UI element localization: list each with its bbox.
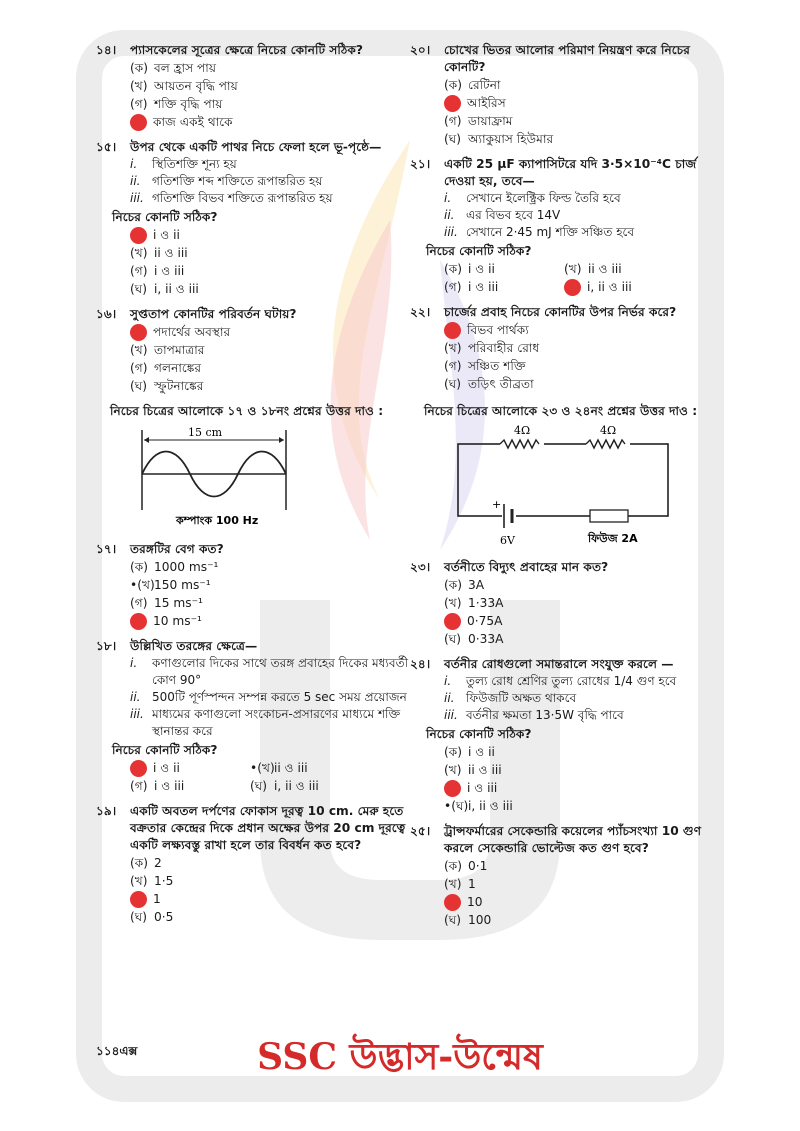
option-key: (ঘ) bbox=[130, 909, 148, 924]
option-text: 15 ms⁻¹ bbox=[154, 595, 203, 610]
page-number: ১১৪এক্স bbox=[96, 1044, 138, 1058]
option-text: ii ও iii bbox=[154, 245, 188, 260]
option-text: পরিবাহীর রোধ bbox=[468, 340, 540, 355]
question-text: প্যাসকেলের সূত্রের ক্ষেত্রে নিচের কোনটি সঠিক? bbox=[130, 43, 363, 57]
answer-option[interactable] bbox=[444, 278, 564, 296]
circuit-diagram bbox=[450, 424, 690, 549]
option-text: i, ii ও iii bbox=[154, 281, 199, 296]
answer-option[interactable] bbox=[250, 777, 370, 795]
question-text: তরঙ্গটির বেগ কত? bbox=[130, 542, 224, 556]
option-text: i, ii ও iii bbox=[468, 798, 513, 813]
option-text: তড়িৎ তীব্রতা bbox=[468, 376, 534, 391]
option-text: 0·75A bbox=[467, 613, 503, 628]
option-key: (ক) bbox=[444, 77, 463, 92]
option-key: (ক) bbox=[130, 60, 149, 75]
answer-mark-icon bbox=[444, 780, 461, 797]
option-text: i ও ii bbox=[153, 227, 180, 242]
answer-option[interactable] bbox=[130, 576, 426, 594]
answer-mark-icon bbox=[444, 894, 461, 911]
option-text: i ও iii bbox=[468, 279, 499, 294]
answer-option[interactable] bbox=[130, 95, 426, 113]
statement-text: এর বিভব হবে 14V bbox=[466, 208, 561, 222]
option-key: (ক) bbox=[444, 744, 463, 759]
question-text: বর্তনীর রোধগুলো সমান্তরালে সংযুক্ত করলে — bbox=[444, 657, 674, 671]
statement-item bbox=[130, 655, 426, 689]
answer-option[interactable] bbox=[130, 262, 426, 280]
answer-option[interactable] bbox=[444, 630, 710, 648]
option-key: (ঘ) bbox=[444, 912, 462, 927]
option-text: আইরিস bbox=[467, 95, 506, 110]
statement-key: i. bbox=[444, 191, 452, 205]
question-text: সুপ্ততাপ কোনটির পরিবর্তন ঘটায়? bbox=[130, 307, 297, 321]
answer-option[interactable] bbox=[130, 612, 426, 630]
option-key: (খ) bbox=[444, 876, 462, 891]
answer-mark-icon bbox=[130, 114, 147, 131]
which-correct-label: নিচের কোনটি সঠিক? bbox=[426, 244, 532, 258]
statement-text: স্থিতিশক্তি শূন্য হয় bbox=[152, 157, 237, 171]
option-key: (ক) bbox=[444, 858, 463, 873]
answer-mark-icon bbox=[130, 760, 147, 777]
statement-key: iii. bbox=[444, 708, 458, 722]
answer-option[interactable] bbox=[130, 890, 426, 908]
statement-item bbox=[130, 706, 426, 740]
question-number: ১৬। bbox=[96, 307, 117, 321]
option-key: (ঘ) bbox=[130, 281, 148, 296]
option-text: শক্তি বৃদ্ধি পায় bbox=[154, 96, 223, 111]
option-text: 2 bbox=[154, 855, 162, 870]
question-22 bbox=[410, 304, 710, 393]
option-text: i ও ii bbox=[468, 261, 495, 276]
circuit-figure bbox=[410, 424, 710, 549]
option-text: কাজ একই থাকে bbox=[153, 114, 233, 129]
fuse-label: ফিউজ 2A bbox=[588, 532, 638, 545]
answer-option[interactable] bbox=[444, 357, 710, 375]
option-key: (ক) bbox=[444, 577, 463, 592]
option-key: (ক) bbox=[444, 261, 463, 276]
option-text: 1 bbox=[468, 876, 476, 891]
answer-option[interactable] bbox=[130, 226, 426, 244]
answer-option[interactable] bbox=[130, 558, 426, 576]
answer-mark-icon bbox=[564, 279, 581, 296]
answer-option[interactable] bbox=[130, 377, 426, 395]
option-text: তাপমাত্রার bbox=[154, 342, 205, 357]
option-text: ii ও iii bbox=[274, 760, 308, 775]
answer-option[interactable] bbox=[444, 594, 710, 612]
wave-length-label: 15 cm bbox=[188, 426, 223, 439]
statement-text: ফিউজটি অক্ষত থাকবে bbox=[466, 691, 577, 705]
option-key: •(ঘ) bbox=[444, 798, 469, 813]
answer-option[interactable] bbox=[130, 854, 426, 872]
resistor-1-label: 4Ω bbox=[514, 424, 531, 437]
option-text: 1 bbox=[153, 891, 161, 906]
statement-key: i. bbox=[444, 674, 452, 688]
answer-option[interactable] bbox=[130, 244, 426, 262]
statement-key: i. bbox=[130, 157, 138, 171]
option-key: (খ) bbox=[130, 245, 148, 260]
answer-option[interactable] bbox=[444, 112, 710, 130]
question-23 bbox=[410, 559, 710, 648]
option-key: (ক) bbox=[130, 559, 149, 574]
statement-item bbox=[444, 673, 710, 690]
option-text: 1·5 bbox=[154, 873, 174, 888]
statement-text: তুল্য রোধ শ্রেণির তুল্য রোধের 1/4 গুণ হবে bbox=[466, 674, 677, 688]
right-column bbox=[410, 42, 710, 929]
option-key: (ক) bbox=[130, 855, 149, 870]
answer-option[interactable] bbox=[444, 779, 710, 797]
answer-option[interactable] bbox=[444, 911, 710, 929]
option-text: i ও ii bbox=[468, 744, 495, 759]
answer-option[interactable] bbox=[444, 321, 710, 339]
option-key: (খ) bbox=[564, 261, 582, 276]
statement-text: মাধ্যমের কণাগুলো সংকোচন-প্রসারণের মাধ্যমে শক্তি স্থানান্তর করে bbox=[152, 707, 401, 738]
option-key: (খ) bbox=[444, 340, 462, 355]
question-number: ২৫। bbox=[410, 824, 431, 838]
option-text: 0·5 bbox=[154, 909, 174, 924]
answer-option[interactable] bbox=[444, 743, 710, 761]
answer-option[interactable] bbox=[130, 777, 250, 795]
question-text: একটি অবতল দর্পণের ফোকাস দূরত্ব 10 cm. মেরু হতে বক্রতার কেন্দ্রের দিকে প্রধান অক্ষের উপর 20 cm দূরত্বে একটি লক্ষ্যবস্তু রাখা হলে তার বিবর্ধন কত হবে? bbox=[130, 804, 406, 852]
answer-option[interactable] bbox=[444, 76, 710, 94]
statement-key: ii. bbox=[444, 691, 455, 705]
option-text: বিভব পার্থক্য bbox=[467, 322, 529, 337]
option-key: (গ) bbox=[130, 778, 148, 793]
statement-text: 500টি পূর্ণস্পন্দন সম্পন্ন করতে 5 sec সময় প্রয়োজন bbox=[152, 690, 407, 704]
answer-option[interactable] bbox=[130, 594, 426, 612]
wave-figure bbox=[96, 424, 426, 529]
question-number: ১৮। bbox=[96, 639, 117, 653]
answer-option[interactable] bbox=[444, 761, 710, 779]
question-text: উপর থেকে একটি পাথর নিচে ফেলা হলে ভূ-পৃষ্ঠে— bbox=[130, 140, 382, 154]
option-key: (খ) bbox=[130, 342, 148, 357]
option-key: (গ) bbox=[130, 360, 148, 375]
wave-frequency-label: কম্পাংক 100 Hz bbox=[176, 514, 259, 527]
option-text: সঞ্চিত শক্তি bbox=[468, 358, 526, 373]
option-text: গলনাঙ্কের bbox=[154, 360, 202, 375]
answer-mark-icon bbox=[444, 613, 461, 630]
answer-mark-icon bbox=[444, 95, 461, 112]
statement-key: ii. bbox=[130, 690, 141, 704]
question-text: চোখের ভিতর আলোর পরিমাণ নিয়ন্ত্রণ করে নিচের কোনটি? bbox=[444, 43, 690, 74]
option-key: (গ) bbox=[130, 263, 148, 278]
answer-mark-icon bbox=[130, 613, 147, 630]
option-key: (ঘ) bbox=[444, 631, 462, 646]
statement-text: সেখানে 2·45 mJ শক্তি সঞ্চিত হবে bbox=[466, 225, 635, 239]
question-number: ১৯। bbox=[96, 804, 117, 818]
answer-mark-icon bbox=[130, 891, 147, 908]
question-number: ২৪। bbox=[410, 657, 431, 671]
option-text: 0·1 bbox=[468, 858, 488, 873]
figure-b-caption: নিচের চিত্রের আলোকে ২৩ ও ২৪নং প্রশ্নের উত্তর দাও : bbox=[424, 404, 698, 418]
statement-key: iii. bbox=[130, 191, 144, 205]
option-key: (ঘ) bbox=[130, 378, 148, 393]
wave-diagram bbox=[136, 424, 306, 529]
answer-option[interactable] bbox=[444, 875, 710, 893]
answer-option[interactable] bbox=[130, 59, 426, 77]
statement-item bbox=[444, 190, 710, 207]
answer-option[interactable] bbox=[130, 77, 426, 95]
statement-key: iii. bbox=[444, 225, 458, 239]
question-19 bbox=[96, 803, 426, 926]
which-correct-label: নিচের কোনটি সঠিক? bbox=[112, 210, 218, 224]
question-15 bbox=[96, 139, 426, 298]
statement-text: কণাগুলোর দিকের সাথে তরঙ্গ প্রবাহের দিকের মধ্যবর্তী কোণ 90° bbox=[152, 656, 409, 687]
answer-option[interactable] bbox=[444, 94, 710, 112]
resistor-2-label: 4Ω bbox=[600, 424, 617, 437]
option-key: (গ) bbox=[444, 358, 462, 373]
statement-text: বর্তনীর ক্ষমতা 13·5W বৃদ্ধি পাবে bbox=[466, 708, 624, 722]
answer-option[interactable] bbox=[130, 872, 426, 890]
question-14 bbox=[96, 42, 426, 131]
statement-item bbox=[130, 156, 426, 173]
option-key: (ঘ) bbox=[250, 778, 268, 793]
answer-option[interactable] bbox=[130, 280, 426, 298]
statement-item bbox=[444, 707, 710, 724]
left-column bbox=[96, 42, 426, 926]
svg-text:+: + bbox=[492, 498, 502, 511]
option-text: ii ও iii bbox=[468, 762, 502, 777]
option-text: 150 ms⁻¹ bbox=[154, 577, 211, 592]
question-number: ২৩। bbox=[410, 560, 431, 574]
answer-option[interactable] bbox=[564, 260, 684, 278]
option-text: বল হ্রাস পায় bbox=[154, 60, 216, 75]
question-number: ১৭। bbox=[96, 542, 117, 556]
option-key: •(খ) bbox=[130, 577, 155, 592]
answer-option[interactable] bbox=[444, 130, 710, 148]
option-text: 0·33A bbox=[468, 631, 504, 646]
option-text: ii ও iii bbox=[588, 261, 622, 276]
answer-mark-icon bbox=[444, 322, 461, 339]
option-text: পদার্থের অবস্থার bbox=[153, 324, 231, 339]
question-text: বর্তনীতে বিদ্যুৎ প্রবাহের মান কত? bbox=[444, 560, 609, 574]
statement-item bbox=[130, 173, 426, 190]
option-text: আয়তন বৃদ্ধি পায় bbox=[154, 78, 238, 93]
answer-option[interactable] bbox=[444, 260, 564, 278]
question-text: ট্রান্সফর্মারের সেকেন্ডারি কয়েলের প্যাঁচসংখ্যা 10 গুণ করলে সেকেন্ডারি ভোল্টেজ কত গুণ হবে? bbox=[444, 824, 702, 855]
battery-label: 6V bbox=[500, 534, 515, 547]
option-text: i ও ii bbox=[153, 760, 180, 775]
answer-option[interactable] bbox=[130, 759, 250, 777]
question-16 bbox=[96, 306, 426, 395]
answer-option[interactable] bbox=[444, 339, 710, 357]
statement-key: ii. bbox=[130, 174, 141, 188]
statement-text: গতিশক্তি বিভব শক্তিতে রূপান্তরিত হয় bbox=[152, 191, 333, 205]
question-25 bbox=[410, 823, 710, 929]
option-key: (খ) bbox=[444, 595, 462, 610]
option-key: (গ) bbox=[130, 96, 148, 111]
question-number: ১৫। bbox=[96, 140, 117, 154]
statement-text: সেখানে ইলেক্ট্রিক ফিল্ড তৈরি হবে bbox=[466, 191, 621, 205]
answer-option[interactable] bbox=[444, 375, 710, 393]
statement-item bbox=[130, 190, 426, 207]
statement-text: গতিশক্তি শব্দ শক্তিতে রূপান্তরিত হয় bbox=[152, 174, 323, 188]
option-text: i, ii ও iii bbox=[587, 279, 632, 294]
answer-option[interactable] bbox=[130, 113, 426, 131]
question-text: চার্জের প্রবাহ নিচের কোনটির উপর নির্ভর করে? bbox=[444, 305, 677, 319]
option-key: (ঘ) bbox=[444, 131, 462, 146]
option-key: (গ) bbox=[444, 279, 462, 294]
option-key: (খ) bbox=[130, 873, 148, 888]
option-key: (গ) bbox=[130, 595, 148, 610]
statement-item bbox=[130, 689, 426, 706]
brand-title: SSC উদ্ভাস-উন্মেষ bbox=[257, 1036, 543, 1078]
which-correct-label: নিচের কোনটি সঠিক? bbox=[112, 743, 218, 757]
option-text: ডায়াফ্রাম bbox=[468, 113, 513, 128]
statement-item bbox=[444, 690, 710, 707]
question-number: ২২। bbox=[410, 305, 431, 319]
statement-key: ii. bbox=[444, 208, 455, 222]
question-number: ১৪। bbox=[96, 43, 117, 57]
option-text: স্ফুটনাঙ্কের bbox=[154, 378, 204, 393]
option-text: 1000 ms⁻¹ bbox=[154, 559, 219, 574]
statement-key: i. bbox=[130, 656, 138, 670]
answer-option[interactable] bbox=[130, 341, 426, 359]
answer-option[interactable] bbox=[250, 759, 370, 777]
option-text: 10 bbox=[467, 894, 483, 909]
option-text: 3A bbox=[468, 577, 485, 592]
question-text: একটি 25 μF ক্যাপাসিটরে যদি 3·5×10⁻⁴C চার্জ দেওয়া হয়, তবে— bbox=[444, 157, 697, 188]
answer-option[interactable] bbox=[130, 908, 426, 926]
statement-item bbox=[444, 224, 710, 241]
which-correct-label: নিচের কোনটি সঠিক? bbox=[426, 727, 532, 741]
option-text: অ্যাকুয়াস হিউমার bbox=[468, 131, 554, 146]
answer-option[interactable] bbox=[564, 278, 684, 296]
question-21 bbox=[410, 156, 710, 296]
option-text: 1·33A bbox=[468, 595, 504, 610]
question-18 bbox=[96, 638, 426, 795]
statement-item bbox=[444, 207, 710, 224]
question-20 bbox=[410, 42, 710, 148]
answer-option[interactable] bbox=[444, 797, 710, 815]
option-key: (খ) bbox=[130, 78, 148, 93]
answer-mark-icon bbox=[130, 324, 147, 341]
question-text: উল্লিখিত তরঙ্গের ক্ষেত্রে— bbox=[130, 639, 258, 653]
figure-a-caption: নিচের চিত্রের আলোকে ১৭ ও ১৮নং প্রশ্নের উত্তর দাও : bbox=[110, 404, 384, 418]
question-24 bbox=[410, 656, 710, 815]
option-text: i ও iii bbox=[467, 780, 498, 795]
answer-option[interactable] bbox=[444, 857, 710, 875]
option-key: (ঘ) bbox=[444, 376, 462, 391]
answer-option[interactable] bbox=[130, 359, 426, 377]
option-key: •(খ) bbox=[250, 760, 275, 775]
question-number: ২১। bbox=[410, 157, 431, 171]
answer-option[interactable] bbox=[444, 576, 710, 594]
answer-mark-icon bbox=[130, 227, 147, 244]
option-key: (খ) bbox=[444, 762, 462, 777]
option-text: রেটিনা bbox=[468, 77, 501, 92]
option-key: (গ) bbox=[444, 113, 462, 128]
option-text: i ও iii bbox=[154, 778, 185, 793]
option-text: 100 bbox=[468, 912, 492, 927]
question-number: ২০। bbox=[410, 43, 431, 57]
answer-option[interactable] bbox=[444, 612, 710, 630]
answer-option[interactable] bbox=[130, 323, 426, 341]
question-17 bbox=[96, 541, 426, 630]
option-text: 10 ms⁻¹ bbox=[153, 613, 202, 628]
option-text: i, ii ও iii bbox=[274, 778, 319, 793]
option-text: i ও iii bbox=[154, 263, 185, 278]
statement-key: iii. bbox=[130, 707, 144, 721]
answer-option[interactable] bbox=[444, 893, 710, 911]
